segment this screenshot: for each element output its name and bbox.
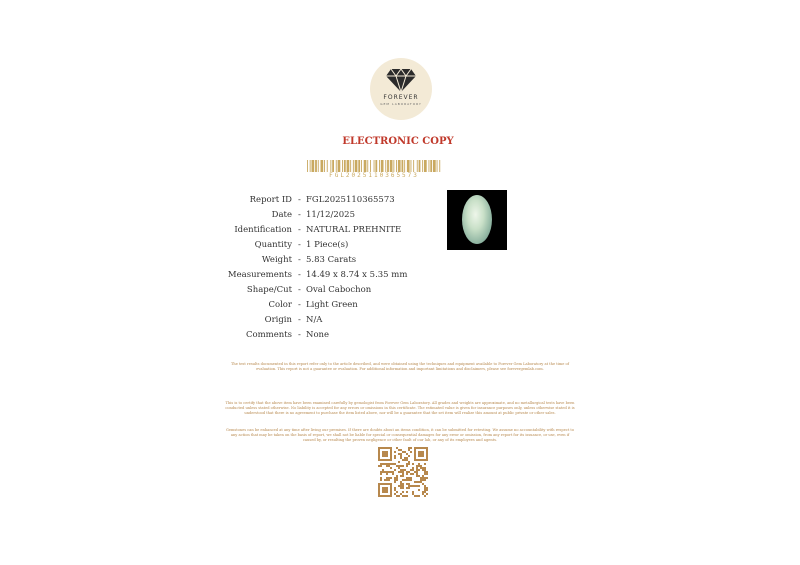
detail-value: Oval Cabochon — [306, 285, 372, 295]
diamond-icon — [385, 67, 417, 93]
detail-separator: - — [298, 255, 301, 265]
detail-label: Shape/Cut — [246, 285, 292, 295]
detail-label: Quantity — [254, 240, 292, 250]
detail-separator: - — [298, 210, 301, 220]
detail-value: None — [306, 330, 330, 340]
lab-logo — [370, 58, 432, 120]
detail-separator: - — [298, 315, 301, 325]
disclaimer-results: The test results documented in this report refer only to the article described, and were obtained using the techniques and equipment available to Forever Gem Laboratory at the time of evaluation. This report is not a guarantee or evaluation. For additional information and important limitations and disclaimers, please see forevergemlab.com. — [231, 362, 569, 371]
detail-separator: - — [298, 285, 301, 295]
detail-value: 11/12/2025 — [306, 210, 355, 220]
detail-label: Measurements — [227, 270, 292, 280]
detail-separator: - — [298, 270, 301, 280]
detail-separator: - — [298, 195, 301, 205]
disclaimer-certification: This is to certify that the above item have been examined carefully by gemologist from Forever Gem Laboratory. All grades and weights are approximate, and no metallurgical tests have been conducted unless stated otherwise. No liability is accepted for any errors or omissions in this certificate. The estimated value is given for insurance purposes only, unless otherwise stated it is understood that there is no agreement to purchase the item listed above, nor will be a guarantee that the set item will realize this amount at public private or other sales. — [225, 401, 575, 415]
detail-value: Light Green — [306, 300, 358, 310]
detail-label: Weight — [261, 255, 292, 265]
gemstone-image — [462, 195, 492, 244]
detail-separator: - — [298, 225, 301, 235]
detail-label: Date — [271, 210, 292, 220]
detail-value: FGL2025110365573 — [306, 195, 395, 205]
detail-label: Color — [268, 300, 292, 310]
detail-label: Comments — [245, 330, 292, 340]
document-title: ELECTRONIC COPY — [342, 136, 454, 147]
detail-separator: - — [298, 240, 301, 250]
detail-value: 5.83 Carats — [306, 255, 357, 265]
detail-value: 14.49 x 8.74 x 5.35 mm — [306, 270, 408, 280]
detail-value: N/A — [306, 315, 323, 325]
gemstone-photo — [447, 190, 507, 250]
detail-value: NATURAL PREHNITE — [306, 225, 402, 235]
detail-separator: - — [298, 300, 301, 310]
detail-value: 1 Piece(s) — [306, 240, 349, 250]
barcode — [307, 160, 441, 172]
logo-sub-text: GEM LABORATORY — [380, 102, 422, 106]
logo-brand-text: FOREVER — [383, 94, 419, 101]
detail-label: Origin — [264, 315, 292, 325]
qr-code[interactable] — [378, 447, 428, 497]
barcode-number: FGL2025110365573 — [329, 172, 419, 179]
detail-label: Report ID — [249, 195, 292, 205]
disclaimer-liability: Gemstones can be enhanced at any time after living our premises. If there are doubts about an items condition, it can be submitted for retesting. We assume no accountability with respect to any action that may be taken on the basis of report, we shall not be liable for special or consequential damages for any error or omission, from any report for its issuance, or use, even if caused by, or resulting the proven negligence or other fault of our lab, or any of its employees and agents. — [225, 428, 575, 442]
detail-label: Identification — [234, 225, 292, 235]
detail-separator: - — [298, 330, 301, 340]
